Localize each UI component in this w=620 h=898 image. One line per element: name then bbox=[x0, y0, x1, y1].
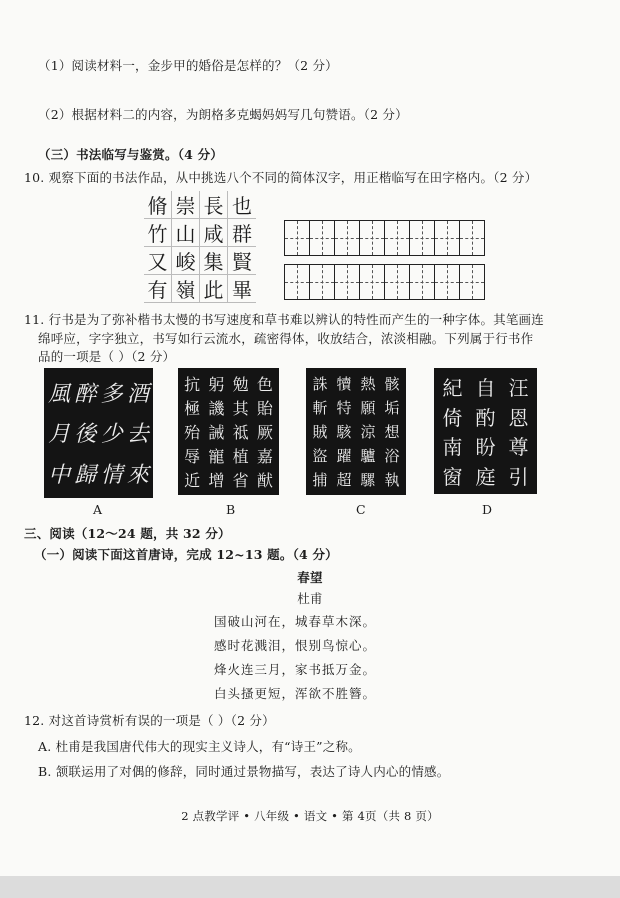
calligraphy-column bbox=[127, 372, 149, 494]
calligraphy-panel-char: 多 bbox=[100, 381, 123, 407]
calligraphy-char: 也 bbox=[228, 191, 256, 219]
calligraphy-panel-char: 殆 bbox=[184, 422, 201, 442]
calligraphy-panel-char: 辱 bbox=[184, 446, 201, 466]
poem-title: 春望 bbox=[297, 570, 323, 585]
calligraphy-panel-char: 增 bbox=[208, 470, 225, 490]
calligraphy-panel-char: 盼 bbox=[475, 435, 496, 460]
calligraphy-panel-char: 想 bbox=[384, 422, 400, 441]
tianzi-cell[interactable] bbox=[385, 265, 410, 299]
calligraphy-panel-char: 風 bbox=[48, 381, 71, 407]
calligraphy-panel-char: 譏 bbox=[208, 399, 225, 419]
calligraphy-column bbox=[48, 372, 70, 494]
calligraphy-char: 賢 bbox=[228, 247, 256, 275]
calligraphy-panel-a bbox=[44, 368, 153, 498]
tianzi-cell[interactable] bbox=[460, 265, 484, 299]
calligraphy-panel-char: 誅 bbox=[312, 375, 328, 394]
calligraphy-char: 山 bbox=[172, 219, 200, 247]
calligraphy-column bbox=[476, 372, 496, 490]
calligraphy-char: 咸 bbox=[200, 219, 228, 247]
calligraphy-panel-char: 熱 bbox=[360, 375, 376, 394]
tianzi-cell[interactable] bbox=[310, 265, 335, 299]
calligraphy-panel-char: 超 bbox=[336, 470, 352, 489]
calligraphy-panel-char: 庭 bbox=[475, 464, 496, 489]
calligraphy-panel-char: 騾 bbox=[360, 470, 376, 489]
calligraphy-column bbox=[257, 372, 273, 491]
calligraphy-panel-char: 特 bbox=[336, 399, 352, 418]
tianzi-cell[interactable] bbox=[435, 221, 460, 255]
panel-label-a: A bbox=[93, 502, 103, 517]
calligraphy-column bbox=[233, 372, 249, 491]
calligraphy-char: 又 bbox=[144, 247, 172, 275]
calligraphy-panel-char: 醉 bbox=[74, 381, 97, 407]
calligraphy-panel-char: 來 bbox=[126, 463, 149, 489]
calligraphy-panel-char: 中 bbox=[48, 463, 71, 489]
calligraphy-panel-char: 嘉 bbox=[256, 446, 273, 466]
calligraphy-panel-char: 貽 bbox=[256, 399, 273, 419]
calligraphy-panel-char: 捕 bbox=[312, 470, 328, 489]
poem-author: 杜甫 bbox=[297, 591, 323, 606]
calligraphy-column bbox=[208, 372, 224, 491]
calligraphy-panel-char: 少 bbox=[100, 422, 123, 448]
calligraphy-panel-char: 省 bbox=[232, 470, 249, 490]
calligraphy-panel-char: 汪 bbox=[508, 376, 529, 401]
calligraphy-column bbox=[312, 372, 327, 491]
question-12: 12. 对这首诗赏析有误的一项是（ ）（2 分） bbox=[24, 713, 275, 728]
tianzi-cell[interactable] bbox=[285, 221, 310, 255]
tianzi-cell[interactable] bbox=[360, 265, 385, 299]
calligraphy-panel-char: 紀 bbox=[442, 376, 463, 401]
calligraphy-char: 畢 bbox=[228, 275, 256, 303]
calligraphy-char: 此 bbox=[200, 275, 228, 303]
calligraphy-panel-char: 近 bbox=[184, 470, 201, 490]
calligraphy-panel-char: 躬 bbox=[208, 375, 225, 395]
calligraphy-panel-char: 猷 bbox=[256, 470, 273, 490]
calligraphy-panel-char: 犢 bbox=[336, 375, 352, 394]
calligraphy-panel-char: 誡 bbox=[208, 422, 225, 442]
calligraphy-panel-char: 祗 bbox=[232, 422, 249, 442]
poem-line-3: 烽火连三月，家书抵万金。 bbox=[214, 662, 377, 677]
section-calligraphy-heading: （三）书法临写与鉴赏。（4 分） bbox=[38, 147, 223, 162]
calligraphy-char: 長 bbox=[200, 191, 228, 219]
question-11-line-3: 品的一项是（ ）（2 分） bbox=[38, 349, 176, 364]
tianzi-cell[interactable] bbox=[410, 265, 435, 299]
bottom-margin-strip bbox=[0, 876, 620, 898]
calligraphy-char: 群 bbox=[228, 219, 256, 247]
tianzi-cell[interactable] bbox=[410, 221, 435, 255]
calligraphy-char: 峻 bbox=[172, 247, 200, 275]
calligraphy-panel-char: 浴 bbox=[384, 446, 400, 465]
calligraphy-panel-char: 後 bbox=[74, 422, 97, 448]
reading-section-heading: 三、阅读（12～24 题，共 32 分） bbox=[24, 526, 231, 541]
calligraphy-panel-char: 酒 bbox=[126, 381, 149, 407]
calligraphy-panel-char: 恩 bbox=[508, 405, 529, 430]
calligraphy-panel-char: 賊 bbox=[312, 422, 328, 441]
calligraphy-panel-char: 垢 bbox=[384, 399, 400, 418]
tianzi-grid-row-1 bbox=[284, 220, 485, 256]
page-footer: 2 点教学评 • 八年级 • 语文 • 第 4页（共 8 页） bbox=[181, 809, 439, 823]
calligraphy-panel-char: 月 bbox=[48, 422, 71, 448]
calligraphy-panel-d bbox=[434, 368, 537, 494]
calligraphy-column bbox=[101, 372, 123, 494]
option-b: B. 颔联运用了对偶的修辞，同时通过景物描写，表达了诗人内心的情感。 bbox=[38, 764, 450, 779]
tianzi-cell[interactable] bbox=[385, 221, 410, 255]
calligraphy-char: 集 bbox=[200, 247, 228, 275]
calligraphy-char: 有 bbox=[144, 275, 172, 303]
poem-line-4: 白头搔更短，浑欲不胜簪。 bbox=[214, 686, 377, 701]
option-a: A. 杜甫是我国唐代伟大的现实主义诗人，有“诗王”之称。 bbox=[38, 739, 361, 754]
calligraphy-column bbox=[336, 372, 351, 491]
tianzi-cell[interactable] bbox=[335, 221, 360, 255]
calligraphy-char: 崇 bbox=[172, 191, 200, 219]
calligraphy-panel-char: 躍 bbox=[336, 446, 352, 465]
tianzi-cell[interactable] bbox=[360, 221, 385, 255]
calligraphy-panel-b bbox=[178, 368, 279, 495]
calligraphy-panel-char: 涼 bbox=[360, 422, 376, 441]
calligraphy-panel-char: 極 bbox=[184, 399, 201, 419]
tianzi-cell[interactable] bbox=[285, 265, 310, 299]
calligraphy-char: 脩 bbox=[144, 191, 172, 219]
calligraphy-column bbox=[384, 372, 399, 491]
tianzi-cell[interactable] bbox=[335, 265, 360, 299]
calligraphy-panel-char: 引 bbox=[508, 464, 529, 489]
calligraphy-column bbox=[509, 372, 529, 490]
panel-label-b: B bbox=[226, 502, 236, 517]
calligraphy-panel-char: 寵 bbox=[208, 446, 225, 466]
calligraphy-column bbox=[360, 372, 375, 491]
calligraphy-panel-char: 色 bbox=[256, 375, 273, 395]
calligraphy-panel-char: 尊 bbox=[508, 435, 529, 460]
tianzi-cell[interactable] bbox=[310, 221, 335, 255]
question-1: （1）阅读材料一，金步甲的婚俗是怎样的？（2 分） bbox=[38, 58, 338, 73]
calligraphy-sample-grid bbox=[144, 191, 256, 304]
calligraphy-panel-char: 歸 bbox=[74, 463, 97, 489]
calligraphy-panel-char: 抗 bbox=[184, 375, 201, 395]
calligraphy-column bbox=[443, 372, 463, 490]
poem-line-2: 感时花溅泪，恨别鸟惊心。 bbox=[214, 638, 377, 653]
calligraphy-panel-char: 骸 bbox=[384, 375, 400, 394]
calligraphy-panel-char: 盜 bbox=[312, 446, 328, 465]
panel-label-d: D bbox=[482, 502, 493, 517]
calligraphy-panel-char: 願 bbox=[360, 399, 376, 418]
question-11-line-1: 11. 行书是为了弥补楷书太慢的书写速度和草书难以辨认的特性而产生的一种字体。其笔画连 bbox=[24, 312, 544, 327]
tianzi-cell[interactable] bbox=[460, 221, 484, 255]
reading-subsection-heading: （一）阅读下面这首唐诗，完成 12~13 题。（4 分） bbox=[34, 547, 338, 562]
calligraphy-panel-char: 自 bbox=[475, 376, 496, 401]
calligraphy-char: 竹 bbox=[144, 219, 172, 247]
question-10: 10. 观察下面的书法作品，从中挑选八个不同的简体汉字，用正楷临写在田字格内。（2 分） bbox=[24, 170, 538, 185]
calligraphy-panel-char: 情 bbox=[100, 463, 123, 489]
calligraphy-panel-c bbox=[306, 368, 406, 495]
calligraphy-panel-char: 厥 bbox=[256, 422, 273, 442]
calligraphy-panel-char: 執 bbox=[384, 470, 400, 489]
calligraphy-panel-char: 窗 bbox=[442, 464, 463, 489]
poem-line-1: 国破山河在，城春草木深。 bbox=[214, 614, 377, 629]
calligraphy-column bbox=[74, 372, 96, 494]
calligraphy-panel-char: 勉 bbox=[232, 375, 249, 395]
calligraphy-char: 嶺 bbox=[172, 275, 200, 303]
calligraphy-panel-char: 驢 bbox=[360, 446, 376, 465]
calligraphy-column bbox=[184, 372, 200, 491]
calligraphy-panel-char: 斬 bbox=[312, 399, 328, 418]
calligraphy-panel-char: 倚 bbox=[442, 405, 463, 430]
question-2: （2）根据材料二的内容，为朗格多克蝎妈妈写几句赞语。（2 分） bbox=[38, 107, 408, 122]
calligraphy-panel-char: 去 bbox=[126, 422, 149, 448]
tianzi-cell[interactable] bbox=[435, 265, 460, 299]
calligraphy-panel-char: 南 bbox=[442, 435, 463, 460]
calligraphy-panel-char: 植 bbox=[232, 446, 249, 466]
panel-label-c: C bbox=[356, 502, 366, 517]
tianzi-grid-row-2 bbox=[284, 264, 485, 300]
calligraphy-panel-char: 駭 bbox=[336, 422, 352, 441]
calligraphy-panel-char: 酌 bbox=[475, 405, 496, 430]
question-11-line-2: 绵呼应，字字独立，书写如行云流水，疏密得体，收放结合，浓淡相融。下列属于行书作 bbox=[38, 331, 534, 346]
calligraphy-panel-char: 其 bbox=[232, 399, 249, 419]
